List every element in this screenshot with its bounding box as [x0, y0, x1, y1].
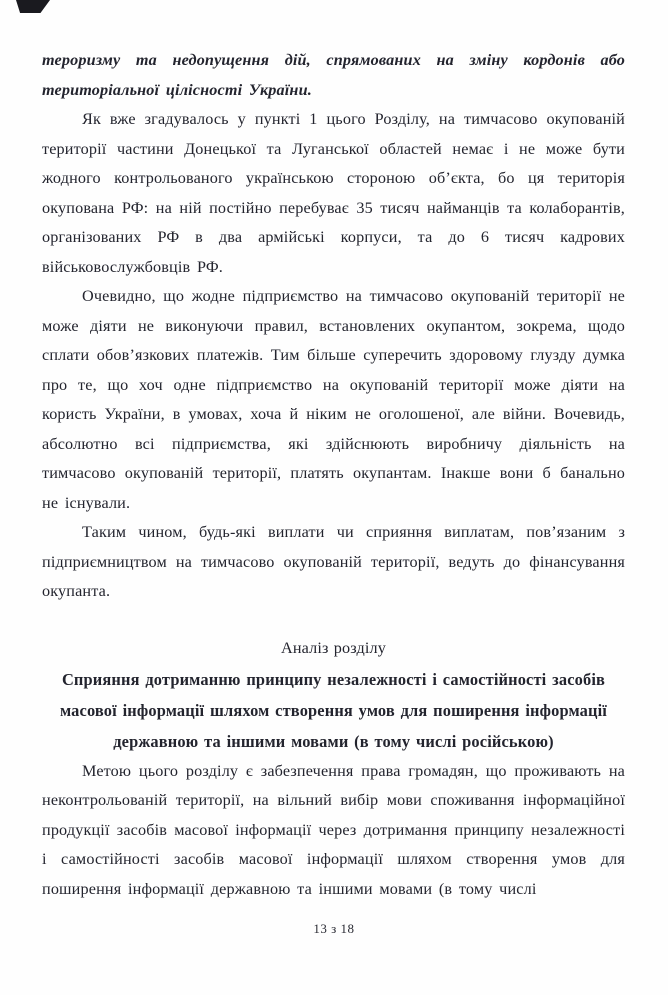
paragraph-1: Як вже згадувалось у пункті 1 цього Розділу, на тимчасово окупованій території частини Донецької та Луганської областей немає і не може бути жодного контрольованого українською стороною об’єкта, бо ця територія окупована РФ: на ній постійно перебуває 35 тисяч найманців та колаборантів, організованих РФ в два армійські корпуси, та до 6 тисяч кадрових військовослужбовців РФ.: [42, 110, 625, 276]
paragraph-4: Метою цього розділу є забезпечення права громадян, що проживають на неконтрольованій території, на вільний вибір мови споживання інформаційної продукції засобів масової інформації через дотримання принципу незалежності і самостійності засобів масової інформації шляхом створення умов для поширення інформації державною та іншими мовами (в тому числі: [42, 761, 625, 898]
page-number: 13 з 18: [313, 921, 355, 936]
paragraph-3: Таким чином, будь-які виплати чи сприяння виплатам, пов’язаним з підприємництвом на тимчасово окупованій території, ведуть до фінансування окупанта.: [42, 523, 625, 600]
section-heading: Аналіз розділу: [281, 638, 386, 657]
section-title: Сприяння дотриманню принципу незалежності і самостійності засобів масової інформації шляхом створення умов для поширення інформації державною та іншими мовами (в тому числі російською): [59, 669, 608, 751]
paragraph-2: Очевидно, що жодне підприємство на тимчасово окупованій території не може діяти не виконуючи правил, встановлених окупантом, зокрема, щодо сплати обов’язкових платежів. Тим більше суперечить здоровому глузду думка про те, що хоч одне підприємство на окупованій території може діяти на користь України, в умовах, хоча й ніким не оголошеної, але війни. Вочевидь, абсолютно всі підприємства, які здійснюють виробничу діяльність на тимчасово окупованій території, платять окупантам. Інакше вони б банально не існували.: [42, 287, 625, 512]
scan-artifact-icon: [16, 0, 50, 13]
lead-paragraph: тероризму та недопущення дій, спрямованих на зміну кордонів або територіальної цілісності України.: [42, 51, 625, 99]
